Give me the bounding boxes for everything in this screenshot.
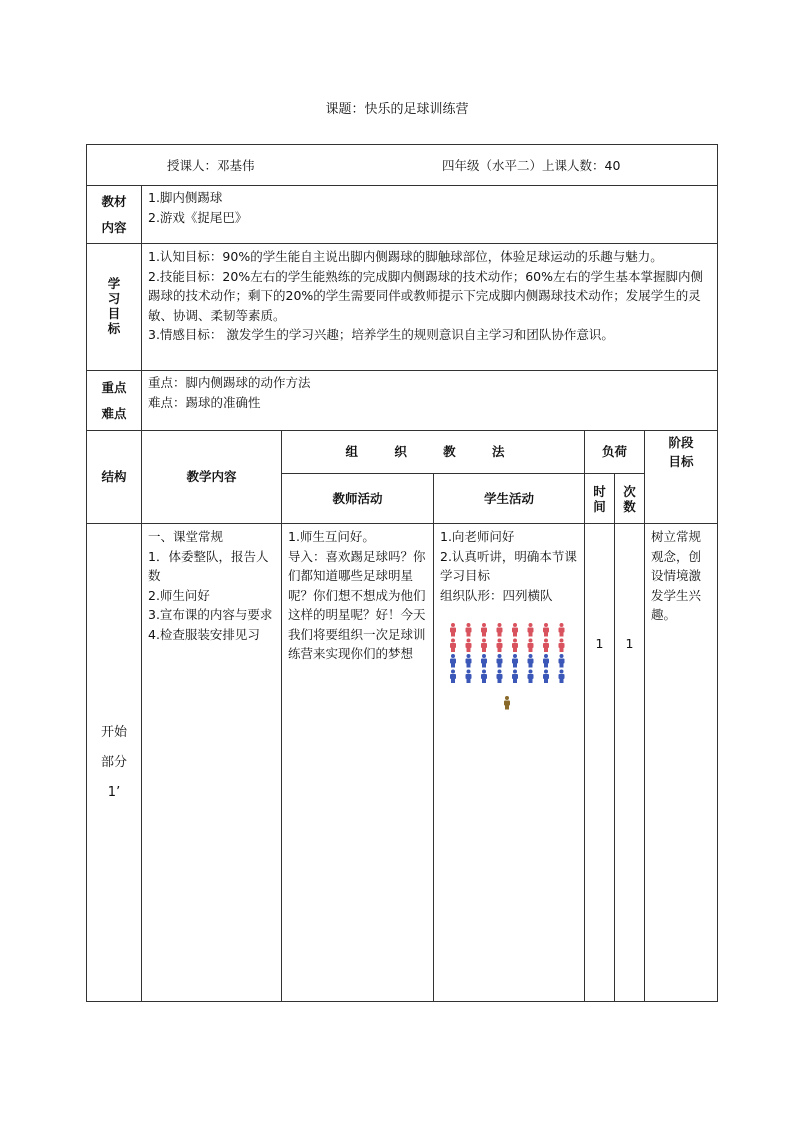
lesson-plan-table	[86, 144, 718, 1002]
student-figure	[466, 670, 472, 684]
student-figure	[497, 654, 503, 668]
material-item: 2.游戏《捉尾巴》	[148, 209, 248, 225]
key-points-row	[87, 371, 718, 431]
start-section-label: 开始 部分 1’	[87, 524, 142, 1002]
column-header-row	[87, 431, 718, 474]
teacher-item: 导入：喜欢踢足球吗？你们都知道哪些足球明星呢？你们想不想成为他们这样的明星呢？好！今天我们将要组织一次足球训练营来实现你们的梦想	[288, 548, 426, 661]
objective-item: 1.认知目标：90%的学生能自主说出脚内侧踢球的脚触球部位，体验足球运动的乐趣与魅力。	[148, 249, 663, 264]
goal-header: 阶段 目标	[645, 431, 718, 524]
content-item: 3.宣布课的内容与要求	[148, 607, 273, 622]
student-figure	[559, 639, 565, 653]
student-figure	[497, 670, 503, 684]
student-item: 1.向老师问好	[440, 529, 515, 544]
student-figure	[559, 670, 565, 684]
student-figure	[481, 639, 487, 653]
student-figure	[466, 639, 472, 653]
count-value: 1	[615, 524, 645, 1002]
start-goal: 树立常规观念，创设情境激发学生兴趣。	[645, 524, 718, 1002]
count-header: 次 数	[615, 474, 645, 524]
content-item: 2.师生问好	[148, 587, 210, 603]
teacher-name: 授课人：邓基伟	[167, 158, 255, 173]
time-value: 1	[585, 524, 615, 1002]
material-item: 1.脚内侧踢球	[148, 190, 223, 205]
grade-info: 四年级（水平二）上课人数：40	[442, 158, 621, 173]
material-items	[142, 186, 718, 244]
teacher-row	[87, 145, 718, 186]
content-item: 1．体委整队，报告人数	[148, 548, 269, 583]
student-figure	[497, 639, 503, 653]
student-figure	[497, 623, 503, 637]
student-item: 2.认真听讲，明确本节课学习目标	[440, 548, 577, 583]
student-figure	[543, 654, 549, 668]
student-figure	[466, 654, 472, 668]
material-row	[87, 186, 718, 244]
difficulty-point: 难点：踢球的准确性	[148, 394, 261, 410]
student-figure	[512, 654, 518, 668]
student-figure	[528, 670, 534, 684]
student-figure	[528, 639, 534, 653]
key-points-label: 重点 难点	[87, 371, 142, 431]
objectives-label-text: 学 习 目 标	[107, 275, 121, 336]
key-points	[142, 371, 718, 431]
student-figure	[528, 654, 534, 668]
objectives-row	[87, 244, 718, 371]
student-figure	[512, 639, 518, 653]
lesson-title: 课题：快乐的足球训练营	[325, 102, 469, 117]
four-row-formation-diagram	[448, 623, 580, 715]
teacher-figure	[504, 696, 510, 710]
objectives-label	[87, 244, 142, 371]
student-figure	[543, 639, 549, 653]
objective-item: 2.技能目标：20%左右的学生能熟练的完成脚内侧踢球的技术动作；60%左右的学生基本掌握脚内侧踢球的技术动作；剩下的20%的学生需要同伴或教师提示下完成脚内侧踢球技术动作；发展学生的灵敏、协调、柔韧等素质。	[148, 268, 703, 323]
student-figure	[450, 670, 456, 684]
start-section-row	[87, 524, 718, 1002]
teacher-item: 1.师生互问好。	[288, 529, 375, 544]
student-figure	[450, 639, 456, 653]
student-figure	[450, 654, 456, 668]
student-figure	[512, 623, 518, 637]
start-content	[142, 524, 282, 1002]
student-figure	[481, 654, 487, 668]
student-figure	[481, 623, 487, 637]
content-header: 教学内容	[142, 431, 282, 524]
load-header: 负荷	[585, 431, 645, 474]
student-activity-header: 学生活动	[434, 474, 585, 524]
teacher-activity-header: 教师活动	[282, 474, 434, 524]
student-figure	[450, 623, 456, 637]
material-label: 教材 内容	[87, 186, 142, 244]
student-figure	[543, 623, 549, 637]
student-item: 组织队形：四列横队	[440, 587, 553, 603]
student-figure	[543, 670, 549, 684]
student-activity	[434, 524, 585, 1002]
content-item: 一、课堂常规	[148, 529, 224, 544]
time-header: 时 间	[585, 474, 615, 524]
structure-header: 结构	[87, 431, 142, 524]
formation-svg	[448, 623, 576, 715]
student-figure	[481, 670, 487, 684]
student-figure	[559, 623, 565, 637]
student-figure	[528, 623, 534, 637]
method-header: 组 织 教 法	[282, 431, 585, 474]
teacher-activity	[282, 524, 434, 1002]
objectives-items	[142, 244, 718, 371]
objective-item: 3.情感目标： 激发学生的学习兴趣；培养学生的规则意识自主学习和团队协作意识。	[148, 327, 614, 342]
content-item: 4.检查服装安排见习	[148, 626, 260, 642]
student-figure	[512, 670, 518, 684]
student-figure	[466, 623, 472, 637]
student-figure	[559, 654, 565, 668]
key-point: 重点：脚内侧踢球的动作方法	[148, 375, 311, 390]
